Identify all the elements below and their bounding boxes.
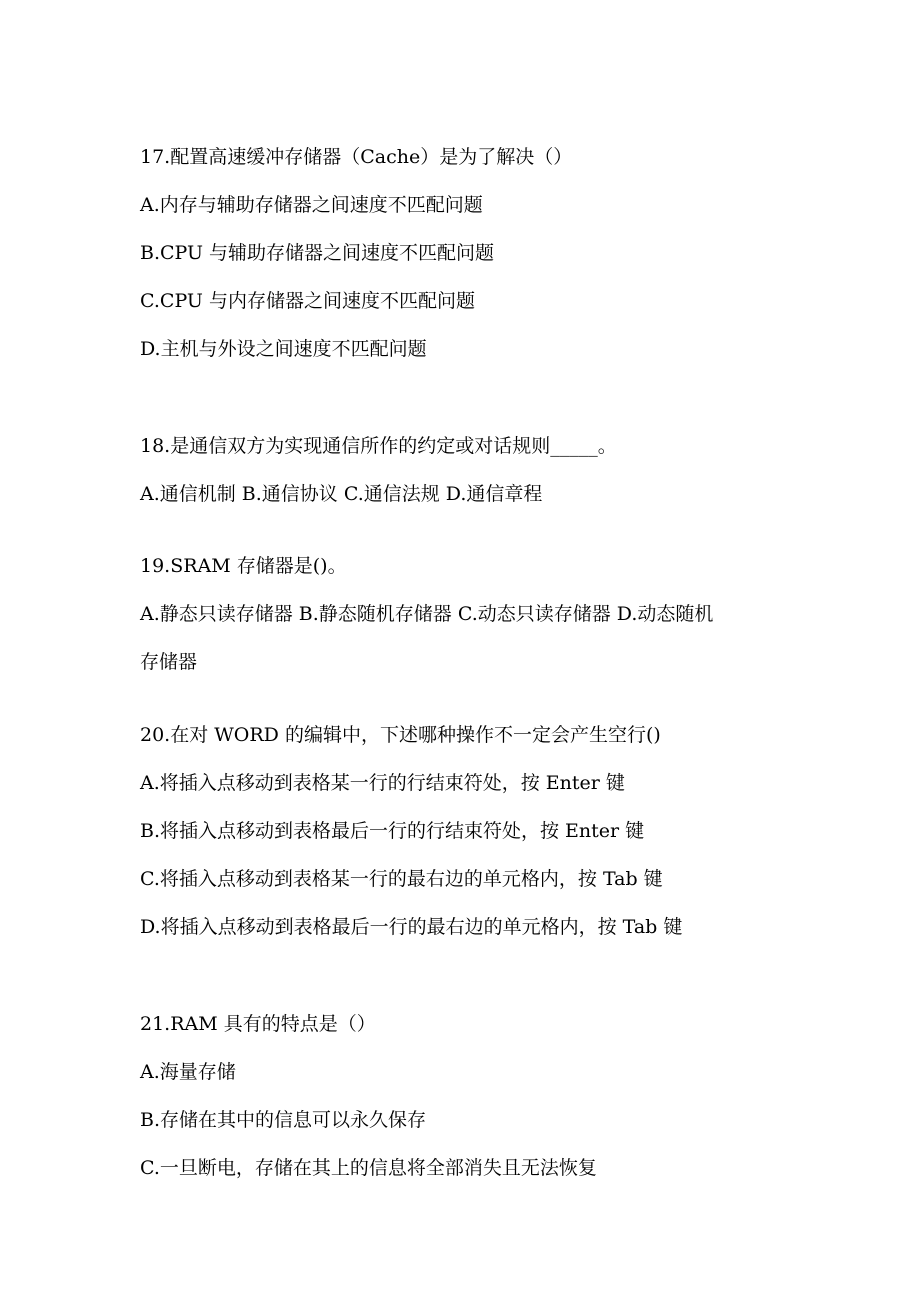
question-21-option-c: C.一旦断电，存储在其上的信息将全部消失且无法恢复 [140,1157,597,1179]
question-21-stem: 21.RAM 具有的特点是（） [140,1013,376,1035]
question-17-stem: 17.配置高速缓冲存储器（Cache）是为了解决（） [140,146,573,168]
question-17-option-a: A.内存与辅助存储器之间速度不匹配问题 [140,194,483,216]
question-19-options-continued: 存储器 [140,651,198,673]
question-19-stem: 19.SRAM 存储器是()。 [140,555,347,577]
question-21-option-b: B.存储在其中的信息可以永久保存 [140,1109,427,1131]
question-17-option-c: C.CPU 与内存储器之间速度不匹配问题 [140,290,475,312]
question-19-options: A.静态只读存储器 B.静态随机存储器 C.动态只读存储器 D.动态随机 [140,603,714,625]
question-20-option-b: B.将插入点移动到表格最后一行的行结束符处，按 Enter 键 [140,820,645,842]
question-21-option-a: A.海量存储 [140,1061,236,1083]
question-17-option-b: B.CPU 与辅助存储器之间速度不匹配问题 [140,242,495,264]
question-20-stem: 20.在对 WORD 的编辑中，下述哪种操作不一定会产生空行() [140,724,661,746]
question-20-option-d: D.将插入点移动到表格最后一行的最右边的单元格内，按 Tab 键 [140,916,683,938]
question-20-option-c: C.将插入点移动到表格某一行的最右边的单元格内，按 Tab 键 [140,868,663,890]
question-18-options: A.通信机制 B.通信协议 C.通信法规 D.通信章程 [140,483,543,505]
question-20-option-a: A.将插入点移动到表格某一行的行结束符处，按 Enter 键 [140,772,625,794]
question-18-stem: 18.是通信双方为实现通信所作的约定或对话规则_____。 [140,435,617,457]
question-17-option-d: D.主机与外设之间速度不匹配问题 [140,338,427,360]
